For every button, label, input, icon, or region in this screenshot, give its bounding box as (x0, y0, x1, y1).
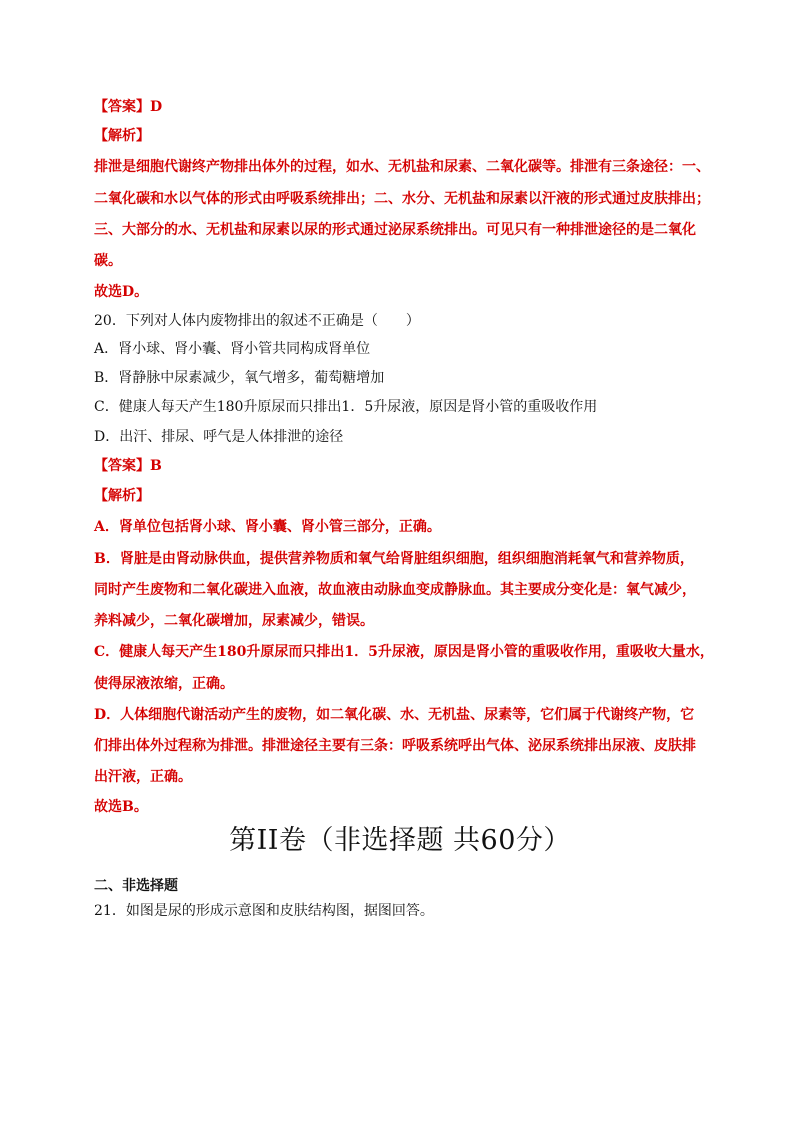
part-title: 第II卷（非选择题 共60分） (229, 825, 571, 856)
q20-answer: 【答案】B (94, 458, 162, 474)
q19-analysis-line-3: 三、大部分的水、无机盐和尿素以尿的形式通过泌尿系统排出。可见只有一种排泄途径的是二氧化 (94, 222, 696, 238)
q20-conclusion: 故选B。 (94, 799, 148, 815)
q20-analysis-line-3: 同时产生废物和二氧化碳进入血液，故血液由动脉血变成静脉血。其主要成分变化是：氧气减少， (94, 582, 696, 598)
q19-analysis-line-2: 二氧化碳和水以气体的形式由呼吸系统排出；二、水分、无机盐和尿素以汗液的形式通过皮肤排出； (94, 191, 710, 207)
q20-option-d: D．出汗、排尿、呼气是人体排泄的途径 (94, 429, 344, 445)
section-heading: 二、非选择题 (94, 878, 178, 894)
q19-analysis-label: 【解析】 (94, 128, 150, 144)
q21-stem: 21．如图是尿的形成示意图和皮肤结构图，据图回答。 (94, 903, 434, 919)
q19-answer: 【答案】D (94, 99, 163, 115)
q20-analysis-line-7: D．人体细胞代谢活动产生的废物，如二氧化碳、水、无机盐、尿素等，它们属于代谢终产物，它 (94, 707, 695, 723)
q20-analysis-line-4: 养料减少，二氧化碳增加，尿素减少，错误。 (94, 613, 374, 629)
q19-analysis-line-1: 排泄是细胞代谢终产物排出体外的过程，如水、无机盐和尿素、二氧化碳等。排泄有三条途径：一、 (94, 159, 710, 175)
q19-analysis-line-4: 碳。 (94, 253, 122, 269)
q19-conclusion: 故选D。 (94, 284, 149, 300)
q20-option-a: A．肾小球、肾小囊、肾小管共同构成肾单位 (94, 341, 371, 357)
q20-analysis-line-5: C．健康人每天产生180升原尿而只排出1．5升尿液，原因是肾小管的重吸收作用，重吸收大量水， (94, 644, 714, 660)
q20-analysis-line-6: 使得尿液浓缩，正确。 (94, 676, 234, 692)
q20-analysis-line-8: 们排出体外过程称为排泄。排泄途径主要有三条：呼吸系统呼出气体、泌尿系统排出尿液、皮肤排 (94, 738, 696, 754)
q20-option-b: B．肾静脉中尿素减少，氧气增多，葡萄糖增加 (94, 370, 385, 386)
q20-analysis-label: 【解析】 (94, 488, 150, 504)
q20-analysis-line-1: A．肾单位包括肾小球、肾小囊、肾小管三部分，正确。 (94, 519, 441, 535)
q20-analysis-line-9: 出汗液，正确。 (94, 769, 192, 785)
q20-analysis-line-2: B．肾脏是由肾动脉供血，提供营养物质和氧气给肾脏组织细胞，组织细胞消耗氧气和营养物质， (94, 551, 694, 567)
q20-option-c: C．健康人每天产生180升原尿而只排出1．5升尿液，原因是肾小管的重吸收作用 (94, 399, 598, 415)
q20-stem: 20．下列对人体内废物排出的叙述不正确是（ ） (94, 313, 420, 329)
